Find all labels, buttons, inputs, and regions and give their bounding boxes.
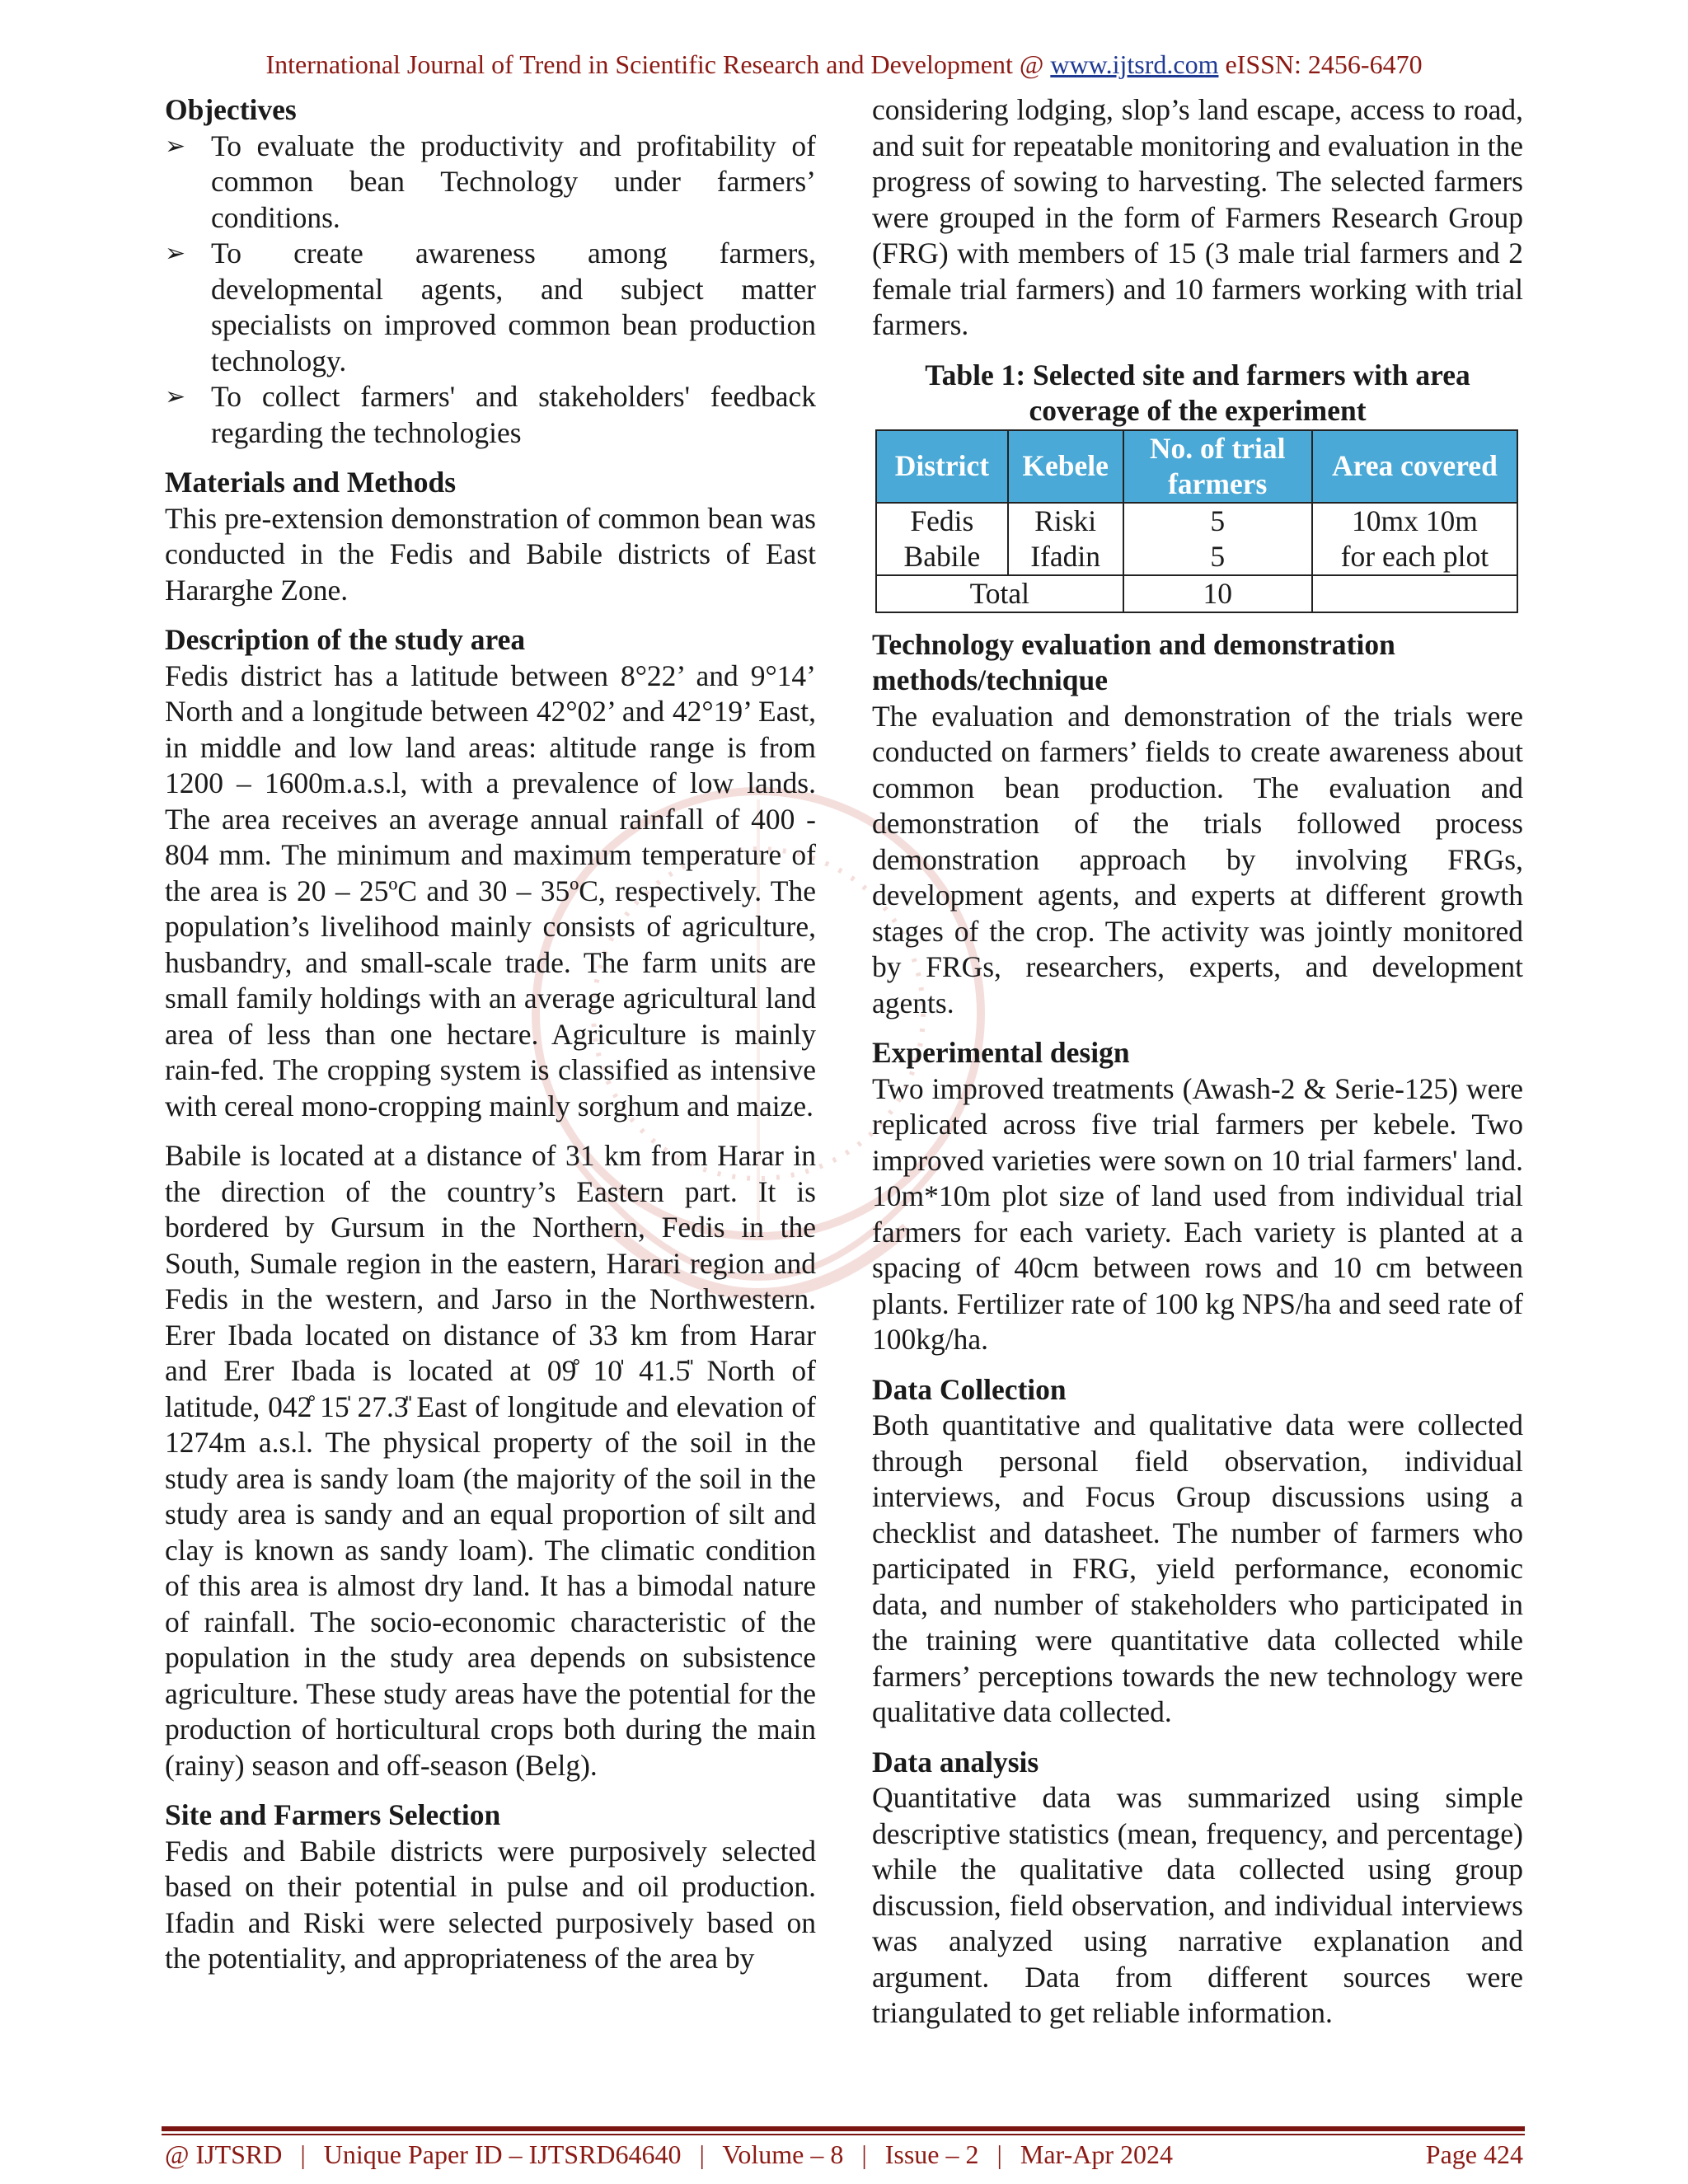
site-selection-continued: considering lodging, slop’s land escape, access to road, and suit for repeatable monitoring and evaluation in the progress of sowing to harvesting. The selected farmers were grouped in the form of Farmers Research Group (FRG) with members of 15 (3 male trial farmers and 2 female trial farmers) and 10 farmers working with trial farmers. [872, 93, 1523, 341]
table-caption: Table 1: Selected site and farmers with area coverage of the experiment [925, 358, 1470, 427]
design-heading: Experimental design [872, 1036, 1130, 1069]
table-header-cell: District [876, 430, 1008, 503]
table-cell [1312, 575, 1517, 612]
arrow-bullet-icon: ➢ [165, 131, 186, 161]
table-cell: Ifadin [1008, 539, 1123, 575]
footer-separator: | [861, 2139, 867, 2169]
design-paragraph: Two improved treatments (Awash-2 & Serie-125) were replicated across five trial farmers per kebele. Two improved varieties were sown on 10 trial farmers' land. 10m*10m plot size of land used from individual trial farmers for each variety. Each variety is planted at a spacing of 40cm between rows and 10 cm between plants. Fertilizer rate of 100 kg NPS/ha and seed rate of 100kg/ha. [872, 1071, 1523, 1356]
right-column [872, 92, 1523, 2032]
technology-heading: Technology evaluation and demonstration methods/technique [872, 627, 1395, 696]
collection-paragraph: Both quantitative and qualitative data were collected through personal field observation, individual interviews, and Focus Group discussions using a checklist and datasheet. The number of farmers who participated in FRG, yield performance, economic data, and number of stakeholders who participated in the training were quantitative data collected while farmers’ perceptions towards the new technology were qualitative data collected. [872, 1408, 1523, 1728]
footer-separator: | [996, 2139, 1002, 2169]
table-cell: Babile [876, 539, 1008, 575]
footer-issue: Issue – 2 [884, 2139, 979, 2169]
table-cell: 10mx 10m [1312, 503, 1517, 539]
table-row [876, 503, 1517, 539]
journal-link[interactable]: www.ijtsrd.com [1050, 49, 1219, 79]
site-selection-paragraph: Fedis and Babile districts were purposively selected based on their potential in pulse and oil production. Ifadin and Riski were selected purposively based on the potentiality, and appropriateness of the area by [165, 1834, 816, 1975]
table-cell: Riski [1008, 503, 1123, 539]
table-header-cell: No. of trial farmers [1123, 430, 1312, 503]
footer-date: Mar-Apr 2024 [1020, 2139, 1173, 2169]
journal-name: International Journal of Trend in Scientific Research and Development @ [265, 49, 1044, 79]
collection-heading: Data Collection [872, 1372, 1067, 1406]
analysis-paragraph: Quantitative data was summarized using simple descriptive statistics (mean, frequency, and percentage) while the qualitative data collected using group discussion, field observation, and individual interviews was analyzed using narrative explanation and argument. Data from different sources were triangulated to get reliable information. [872, 1781, 1523, 2029]
analysis-heading: Data analysis [872, 1745, 1039, 1779]
list-item: ➢ To collect farmers' and stakeholders' feedback regarding the technologies [165, 380, 816, 449]
table-cell: 5 [1123, 539, 1312, 575]
table-total-label: Total [876, 575, 1123, 612]
technology-paragraph: The evaluation and demonstration of the trials were conducted on farmers’ fields to create awareness about common bean production. The evaluation and demonstration of the trials followed process demonstration approach by involving FRGs, development agents, and experts at different growth stages of the crop. The activity was jointly monitored by FRGs, researchers, experts, and development agents. [872, 699, 1523, 1019]
footer-volume: Volume – 8 [722, 2139, 844, 2169]
list-item: ➢ To create awareness among farmers, developmental agents, and subject matter specialists on improved common bean production technology. [165, 237, 816, 377]
arrow-bullet-icon: ➢ [165, 382, 186, 411]
table-cell: 5 [1123, 503, 1312, 539]
footer-separator: | [699, 2139, 705, 2169]
table-header-cell: Area covered [1312, 430, 1517, 503]
site-selection-heading: Site and Farmers Selection [165, 1798, 501, 1831]
site-farmers-table [875, 429, 1518, 613]
table-total-row [876, 575, 1517, 612]
footer-rule-thick [162, 2126, 1525, 2131]
footer-rule [162, 2126, 1525, 2135]
running-footer [165, 2138, 1523, 2171]
footer-left [165, 2138, 1173, 2171]
running-header [0, 48, 1688, 81]
table-row [876, 539, 1517, 575]
footer-journal: @ IJTSRD [165, 2139, 283, 2169]
study-area-paragraph: Fedis district has a latitude between 8°22’ and 9°14’ North and a longitude between 42°02’ and 42°19’ East, in middle and low land areas: altitude range is from 1200 – 1600m.a.s.l, with a prevalence of low lands. The area receives an average annual rainfall of 400 - 804 mm. The minimum and maximum temperature of the area is 20 – 25ºC and 30 – 35ºC, respectively. The population’s livelihood mainly consists of agriculture, husbandry, and small-scale trade. The farm units are small family holdings with an average agricultural land area of less than one hectare. Agriculture is mainly rain-fed. The cropping system is classified as intensive with cereal mono-cropping mainly sorghum and maize. [165, 658, 816, 1122]
babile-paragraph: Babile is located at a distance of 31 km from Harar in the direction of the country’s Eastern part. It is bordered by Gursum in the Northern, Fedis in the South, Sumale region in the eastern, Harari region and Fedis in the western, and Jarso in the Northwestern. Erer Ibada located on distance of 33 km from Harar and Erer Ibada is located at 09̊ 10̍ 41.5̎ North of latitude, 042̊ 15̍ 27.3̎ East of longitude and elevation of 1274m a.s.l. The physical property of the soil in the study area is sandy loam (the majority of the soil in the study area is sandy and an equal proportion of silt and clay is known as sandy loam). The climatic condition of this area is almost dry land. It has a bimodal nature of rainfall. The socio-economic characteristic of the population in the study area depends on subsistence agriculture. These study areas have the potential for the production of horticultural crops both during the main (rainy) season and off-season (Belg). [165, 1139, 816, 1782]
footer-separator: | [300, 2139, 306, 2169]
table-header-cell: Kebele [1008, 430, 1123, 503]
footer-paper-id: Unique Paper ID – IJTSRD64640 [323, 2139, 682, 2169]
issn: eISSN: 2456-6470 [1225, 49, 1423, 79]
study-area-heading: Description of the study area [165, 623, 526, 656]
footer-page-number: Page 424 [1425, 2139, 1523, 2169]
arrow-bullet-icon: ➢ [165, 239, 186, 268]
objectives-heading: Objectives [165, 93, 297, 126]
table-cell: Fedis [876, 503, 1008, 539]
table-cell: for each plot [1312, 539, 1517, 575]
list-item: ➢ To evaluate the productivity and profitability of common bean Technology under farmers’ conditions. [165, 129, 816, 234]
objectives-list [165, 129, 816, 452]
footer-rule-thin [162, 2134, 1525, 2135]
table-header-row [876, 430, 1517, 503]
table-total-value: 10 [1123, 575, 1312, 612]
materials-paragraph: This pre-extension demonstration of common bean was conducted in the Fedis and Babile districts of East Hararghe Zone. [165, 501, 816, 607]
materials-heading: Materials and Methods [165, 466, 457, 499]
left-column [165, 92, 816, 1977]
